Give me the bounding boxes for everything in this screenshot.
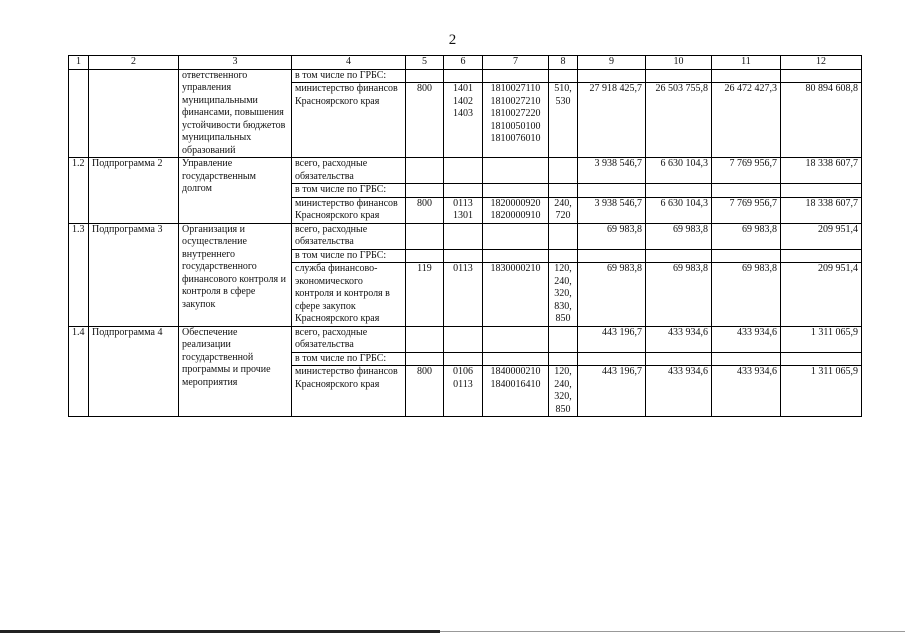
cell-total-11: 69 983,8 <box>712 223 781 249</box>
cell-value-10: 433 934,6 <box>646 366 712 417</box>
cell-grbs-label: в том числе по ГРБС: <box>292 249 406 263</box>
col-header: 2 <box>89 56 179 70</box>
cell-total-label: всего, расходные обязательства <box>292 326 406 352</box>
cell-value-11: 26 472 427,3 <box>712 83 781 158</box>
cell-program: Подпрограмма 3 <box>89 223 179 326</box>
col-header: 5 <box>406 56 444 70</box>
cell-title: ответственного управления муниципальными финансами, повышения устойчивости бюджетов муниципальных образований <box>179 69 292 158</box>
cell-total-label: всего, расходные обязательства <box>292 223 406 249</box>
cell-number <box>69 69 89 158</box>
cell-total-11: 433 934,6 <box>712 326 781 352</box>
cell-grbs-name: министерство финансов Красноярского края <box>292 83 406 158</box>
cell-total-12: 209 951,4 <box>781 223 862 249</box>
cell-value-12: 209 951,4 <box>781 263 862 327</box>
cell-title: Управление государственным долгом <box>179 158 292 224</box>
table-row <box>69 69 862 83</box>
cell-section: 0113 <box>444 263 483 327</box>
table-row <box>69 223 862 249</box>
cell-grbs-name: министерство финансов Красноярского края <box>292 197 406 223</box>
cell-total-9: 443 196,7 <box>578 326 646 352</box>
cell-section: 0113 1301 <box>444 197 483 223</box>
cell-target: 1830000210 <box>483 263 549 327</box>
cell-grbs-name: служба финансово-экономического контроля и контроля в сфере закупок Красноярского края <box>292 263 406 327</box>
col-header: 9 <box>578 56 646 70</box>
cell-value-10: 69 983,8 <box>646 263 712 327</box>
cell-target: 1810027110 1810027210 1810027220 1810050100 1810076010 <box>483 83 549 158</box>
col-header: 8 <box>549 56 578 70</box>
cell-total-12: 1 311 065,9 <box>781 326 862 352</box>
cell-expense-type: 510, 530 <box>549 83 578 158</box>
cell-value-9: 3 938 546,7 <box>578 197 646 223</box>
cell-value-9: 69 983,8 <box>578 263 646 327</box>
cell-value-12: 18 338 607,7 <box>781 197 862 223</box>
table-row <box>69 158 862 184</box>
page-number: 2 <box>448 32 457 48</box>
col-header: 1 <box>69 56 89 70</box>
cell-value-9: 443 196,7 <box>578 366 646 417</box>
cell-total-9: 69 983,8 <box>578 223 646 249</box>
col-header: 10 <box>646 56 712 70</box>
cell-title: Обеспечение реализации государственной программы и прочие мероприятия <box>179 326 292 417</box>
table-row <box>69 326 862 352</box>
cell-value-9: 27 918 425,7 <box>578 83 646 158</box>
col-header: 3 <box>179 56 292 70</box>
cell-grbs-label: в том числе по ГРБС: <box>292 184 406 198</box>
cell-title: Организация и осуществление внутреннего государственного финансового контроля и контроля в сфере закупок <box>179 223 292 326</box>
cell-total-10: 433 934,6 <box>646 326 712 352</box>
cell-value-11: 69 983,8 <box>712 263 781 327</box>
cell-program: Подпрограмма 2 <box>89 158 179 224</box>
cell-target: 1820000920 1820000910 <box>483 197 549 223</box>
cell-value-12: 80 894 608,8 <box>781 83 862 158</box>
cell-expense-type: 120, 240, 320, 830, 850 <box>549 263 578 327</box>
cell-total-11: 7 769 956,7 <box>712 158 781 184</box>
budget-table <box>68 55 862 417</box>
cell-target: 1840000210 1840016410 <box>483 366 549 417</box>
cell-grbs-code: 800 <box>406 366 444 417</box>
cell-grbs-code: 119 <box>406 263 444 327</box>
cell-section: 1401 1402 1403 <box>444 83 483 158</box>
cell-grbs-code: 800 <box>406 83 444 158</box>
cell-total-9: 3 938 546,7 <box>578 158 646 184</box>
cell-grbs-code: 800 <box>406 197 444 223</box>
col-header: 7 <box>483 56 549 70</box>
cell-value-11: 433 934,6 <box>712 366 781 417</box>
cell-total-label: всего, расходные обязательства <box>292 158 406 184</box>
column-number-row <box>69 56 862 70</box>
cell-program: Подпрограмма 4 <box>89 326 179 417</box>
cell-value-10: 26 503 755,8 <box>646 83 712 158</box>
cell-expense-type: 120, 240, 320, 850 <box>549 366 578 417</box>
col-header: 4 <box>292 56 406 70</box>
cell-value-10: 6 630 104,3 <box>646 197 712 223</box>
col-header: 6 <box>444 56 483 70</box>
cell-value-11: 7 769 956,7 <box>712 197 781 223</box>
cell-number: 1.2 <box>69 158 89 224</box>
cell-section: 0106 0113 <box>444 366 483 417</box>
cell-expense-type: 240, 720 <box>549 197 578 223</box>
col-header: 11 <box>712 56 781 70</box>
cell-total-10: 69 983,8 <box>646 223 712 249</box>
scan-edge-line-thin <box>440 631 905 632</box>
col-header: 12 <box>781 56 862 70</box>
cell-grbs-label: в том числе по ГРБС: <box>292 69 406 83</box>
cell-program <box>89 69 179 158</box>
cell-number: 1.3 <box>69 223 89 326</box>
cell-number: 1.4 <box>69 326 89 417</box>
cell-grbs-name: министерство финансов Красноярского края <box>292 366 406 417</box>
cell-grbs-label: в том числе по ГРБС: <box>292 352 406 366</box>
scan-edge-line <box>0 630 440 633</box>
cell-total-10: 6 630 104,3 <box>646 158 712 184</box>
cell-total-12: 18 338 607,7 <box>781 158 862 184</box>
cell-value-12: 1 311 065,9 <box>781 366 862 417</box>
